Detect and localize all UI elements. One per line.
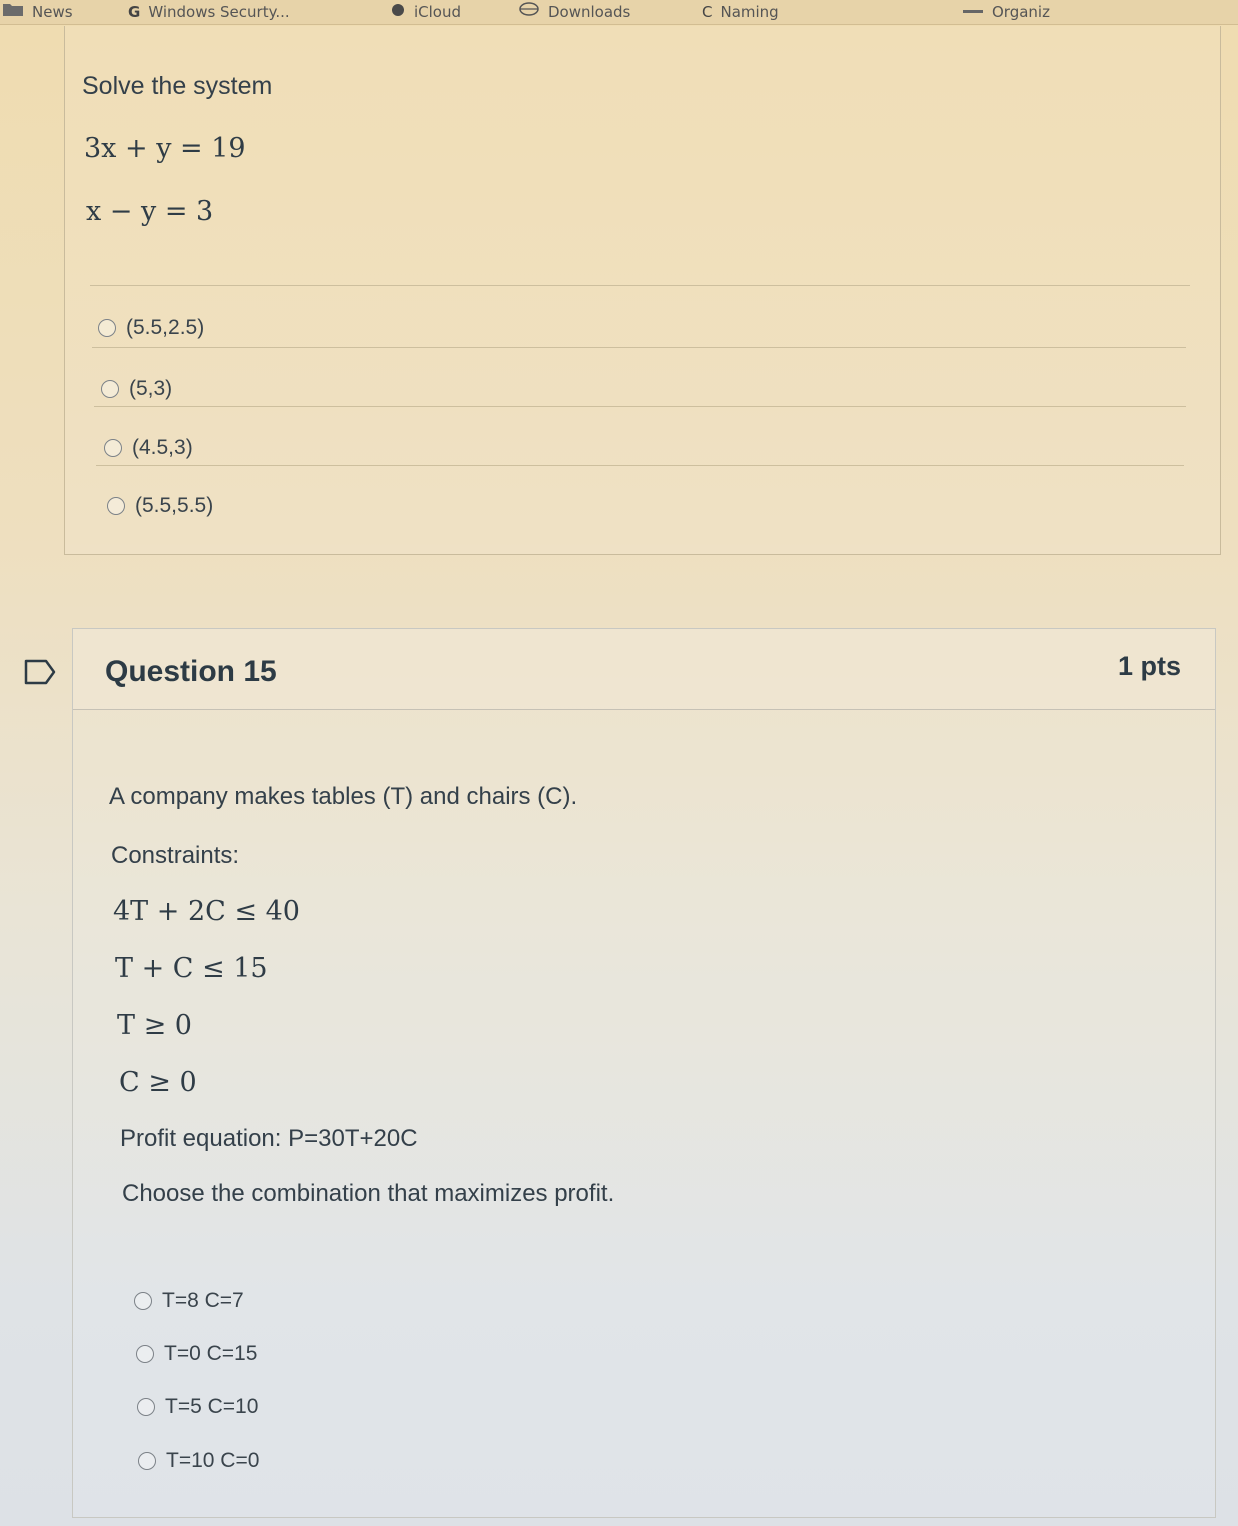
question-points: 1 pts	[1117, 651, 1181, 681]
answer-option-3[interactable]	[104, 433, 193, 463]
folder-icon	[2, 1, 24, 23]
constraint-3: T ≥ 0	[117, 1010, 192, 1041]
bookmark-windows-security[interactable]	[128, 0, 290, 24]
answer-label: T=8 C=7	[162, 1289, 244, 1312]
answer-label: (5.5,2.5)	[126, 316, 205, 339]
radio-button[interactable]	[134, 1292, 152, 1310]
constraint-1: 4T + 2C ≤ 40	[113, 896, 300, 927]
answer-option-2[interactable]	[101, 374, 172, 404]
answers-divider	[90, 285, 1190, 286]
bookmark-label: iCloud	[414, 3, 462, 21]
bookmark-downloads[interactable]	[518, 0, 630, 24]
bookmark-label: News	[32, 3, 73, 21]
question-14-prompt: Solve the system	[82, 72, 273, 100]
bookmark-icloud[interactable]	[390, 0, 461, 24]
constraint-4: C ≥ 0	[119, 1067, 197, 1098]
answer-option-1[interactable]	[98, 313, 204, 343]
globe-icon	[518, 1, 540, 23]
bookmark-label: Downloads	[548, 3, 631, 21]
c-icon: C	[702, 3, 713, 21]
constraints-label: Constraints:	[111, 842, 240, 869]
answer-label: (5.5,5.5)	[135, 494, 214, 517]
option-divider	[92, 347, 1186, 348]
question-15-intro: A company makes tables (T) and chairs (C).	[109, 783, 578, 810]
answer-label: (4.5,3)	[132, 436, 193, 459]
answer-option-1[interactable]	[134, 1286, 244, 1316]
answer-option-4[interactable]	[138, 1446, 259, 1476]
apple-icon	[390, 1, 406, 23]
question-15-header	[73, 629, 1215, 710]
answer-option-2[interactable]	[136, 1339, 257, 1369]
bookmark-label: Naming	[720, 3, 779, 21]
answer-label: T=10 C=0	[166, 1449, 260, 1472]
answer-option-3[interactable]	[137, 1392, 258, 1422]
bookmarks-bar	[0, 0, 1238, 25]
bookmark-naming[interactable]	[702, 0, 779, 24]
radio-button[interactable]	[98, 319, 116, 337]
answer-label: T=5 C=10	[165, 1395, 259, 1418]
bookmark-label: Organiz	[992, 3, 1050, 21]
radio-button[interactable]	[136, 1345, 154, 1363]
radio-button[interactable]	[138, 1452, 156, 1470]
radio-button[interactable]	[104, 439, 122, 457]
option-divider	[94, 406, 1186, 407]
question-15-card	[72, 628, 1216, 1518]
option-divider	[96, 465, 1184, 466]
bar-icon	[962, 1, 984, 23]
g-icon: G	[128, 3, 141, 21]
flag-question-icon[interactable]	[24, 659, 50, 683]
radio-button[interactable]	[101, 380, 119, 398]
answer-option-4[interactable]	[107, 491, 213, 521]
answer-label: T=0 C=15	[164, 1342, 258, 1365]
radio-button[interactable]	[137, 1398, 155, 1416]
equation-1: 3x + y = 19	[84, 133, 246, 164]
question-title: Question 15	[105, 655, 277, 688]
question-15-instruction: Choose the combination that maximizes profit.	[122, 1180, 615, 1207]
radio-button[interactable]	[107, 497, 125, 515]
equation-2: x − y = 3	[86, 196, 214, 227]
constraint-2: T + C ≤ 15	[115, 953, 268, 984]
profit-equation: Profit equation: P=30T+20C	[120, 1125, 418, 1152]
answer-label: (5,3)	[129, 377, 173, 400]
bookmark-news[interactable]	[2, 0, 73, 24]
bookmark-organiz[interactable]	[962, 0, 1050, 24]
bookmark-label: Windows Securty...	[148, 3, 290, 21]
question-14-card	[64, 26, 1221, 555]
